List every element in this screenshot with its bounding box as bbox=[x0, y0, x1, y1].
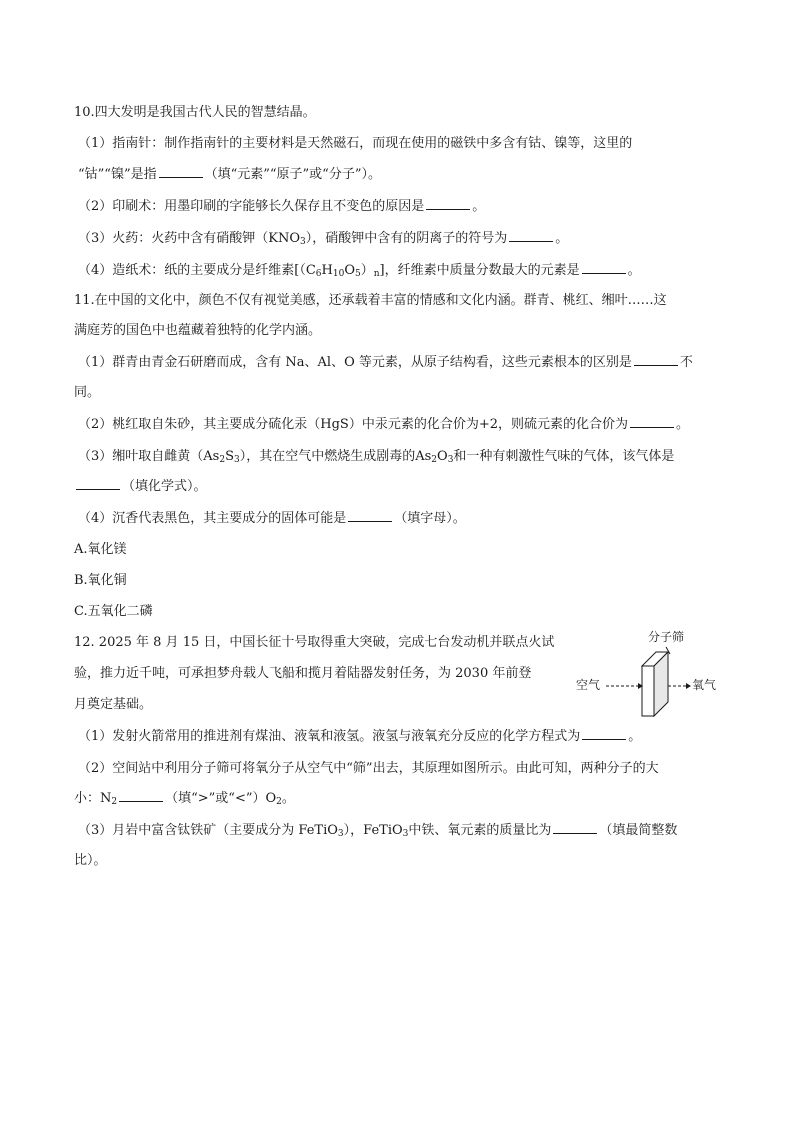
q10-part2: （2）印刷术：用墨印刷的字能够长久保存且不变色的原因是 。 bbox=[78, 199, 486, 214]
q11-part2: （2）桃红取自朱砂，其主要成分硫化汞（HgS）中汞元素的化合价为+2，则硫元素的化合价为 。 bbox=[78, 417, 690, 432]
q12-part2-line2: 小：$N_2$ （填“>”或“$<”)O_2$。 bbox=[74, 791, 295, 807]
q11-title-line1: 11.在中国的文化中，颜色不仅有视觉美感，还承载着丰富的情感和文化内涵。群青、桃红、缃叶……这 bbox=[74, 293, 667, 308]
q11-part1-line1: （1）群青由青金石研磨而成，含有 Na、Al、O 等元素，从原子结构看，这些元素根本的区别是 不 bbox=[78, 355, 693, 370]
answer-blank[interactable] bbox=[348, 510, 392, 522]
q11-part3-line2: （填化学式）。 bbox=[74, 478, 207, 496]
oxygen-arrow-head bbox=[686, 683, 691, 689]
q12-part1: （1）发射火箭常用的推进剂有煤油、液氧和液氢。液氢与液氧充分反应的化学方程式为 。 bbox=[78, 729, 642, 744]
answer-blank[interactable] bbox=[553, 822, 597, 834]
q12-title-line3: 月奠定基础。 bbox=[74, 697, 153, 712]
q10-part1-line1: （1）指南针：制作指南针的主要材料是天然磁石，而现在使用的磁铁中多含有钴、镍等，这里的 bbox=[78, 136, 633, 151]
q10-part1-line2: “钴”“镍”是指 （填“元素”“原子”或“分子”）。 bbox=[78, 167, 381, 182]
q12-part2-line1: （2）空间站中利用分子筛可将氧分子从空气中“筛”出去，其原理如图所示。由此可知，两种分子的大 bbox=[78, 761, 659, 776]
molecular-sieve-diagram bbox=[574, 630, 724, 720]
answer-blank[interactable] bbox=[582, 728, 626, 740]
sieve-label: 分子筛 bbox=[648, 630, 685, 644]
answer-blank[interactable] bbox=[159, 166, 203, 178]
sieve-front-face bbox=[642, 666, 654, 716]
q11-part1-line2: 同。 bbox=[74, 385, 101, 400]
q11-option-a: A.氧化镁 bbox=[74, 542, 127, 557]
air-label: 空气 bbox=[576, 678, 601, 692]
q11-part4: （4）沉香代表黑色，其主要成分的固体可能是 （填字母）。 bbox=[78, 511, 466, 526]
q11-option-c: C.五氧化二磷 bbox=[74, 604, 153, 619]
oxygen-label: 氧气 bbox=[692, 678, 717, 692]
sieve-graphic bbox=[574, 630, 724, 720]
answer-blank[interactable] bbox=[630, 416, 674, 428]
q10-part3: （3）火药：火药中含有硝酸钾$(KNO_3)$，硝酸钾中含有的阴离子的符号为 。 bbox=[78, 231, 569, 247]
answer-blank[interactable] bbox=[509, 230, 553, 242]
q10-part4: （4）造纸术：纸的主要成分是纤维素$[(C_6H_{10}O_5)_n]$，纤维素中质量分数最大的元素是 。 bbox=[78, 263, 641, 279]
answer-blank[interactable] bbox=[634, 354, 678, 366]
answer-blank[interactable] bbox=[426, 198, 470, 210]
q12-part3-line1: （3）月岩中富含钛铁矿（主要成分为 FeTiO$_3$），FeTiO$_3$中铁、氧元素的质量比为 （填最简整数 bbox=[78, 823, 678, 839]
q11-title-line2: 满庭芳的国色中也蕴藏着独特的化学内涵。 bbox=[74, 323, 322, 338]
answer-blank[interactable] bbox=[582, 262, 626, 274]
q12-title-line1: 12. 2025 年 8 月 15 日，中国长征十号取得重大突破，完成七台发动机并联点火试 bbox=[74, 635, 555, 650]
answer-blank[interactable] bbox=[119, 790, 163, 802]
q11-option-b: B.氧化铜 bbox=[74, 573, 127, 588]
q11-part3-line1: （3）缃叶取自雌黄$(As_2S_3)$，其在空气中燃烧生成剧毒的$As_2O_3$和一种有刺激性气味的气体，该气体是 bbox=[78, 449, 675, 465]
q10-title: 10.四大发明是我国古代人民的智慧结晶。 bbox=[74, 105, 316, 120]
q12-part3-line2: 比）。 bbox=[74, 853, 107, 868]
answer-blank[interactable] bbox=[76, 478, 120, 490]
q12-title-line2: 验，推力近千吨，可承担梦舟载人飞船和揽月着陆器发射任务，为 2030 年前登 bbox=[74, 666, 532, 681]
